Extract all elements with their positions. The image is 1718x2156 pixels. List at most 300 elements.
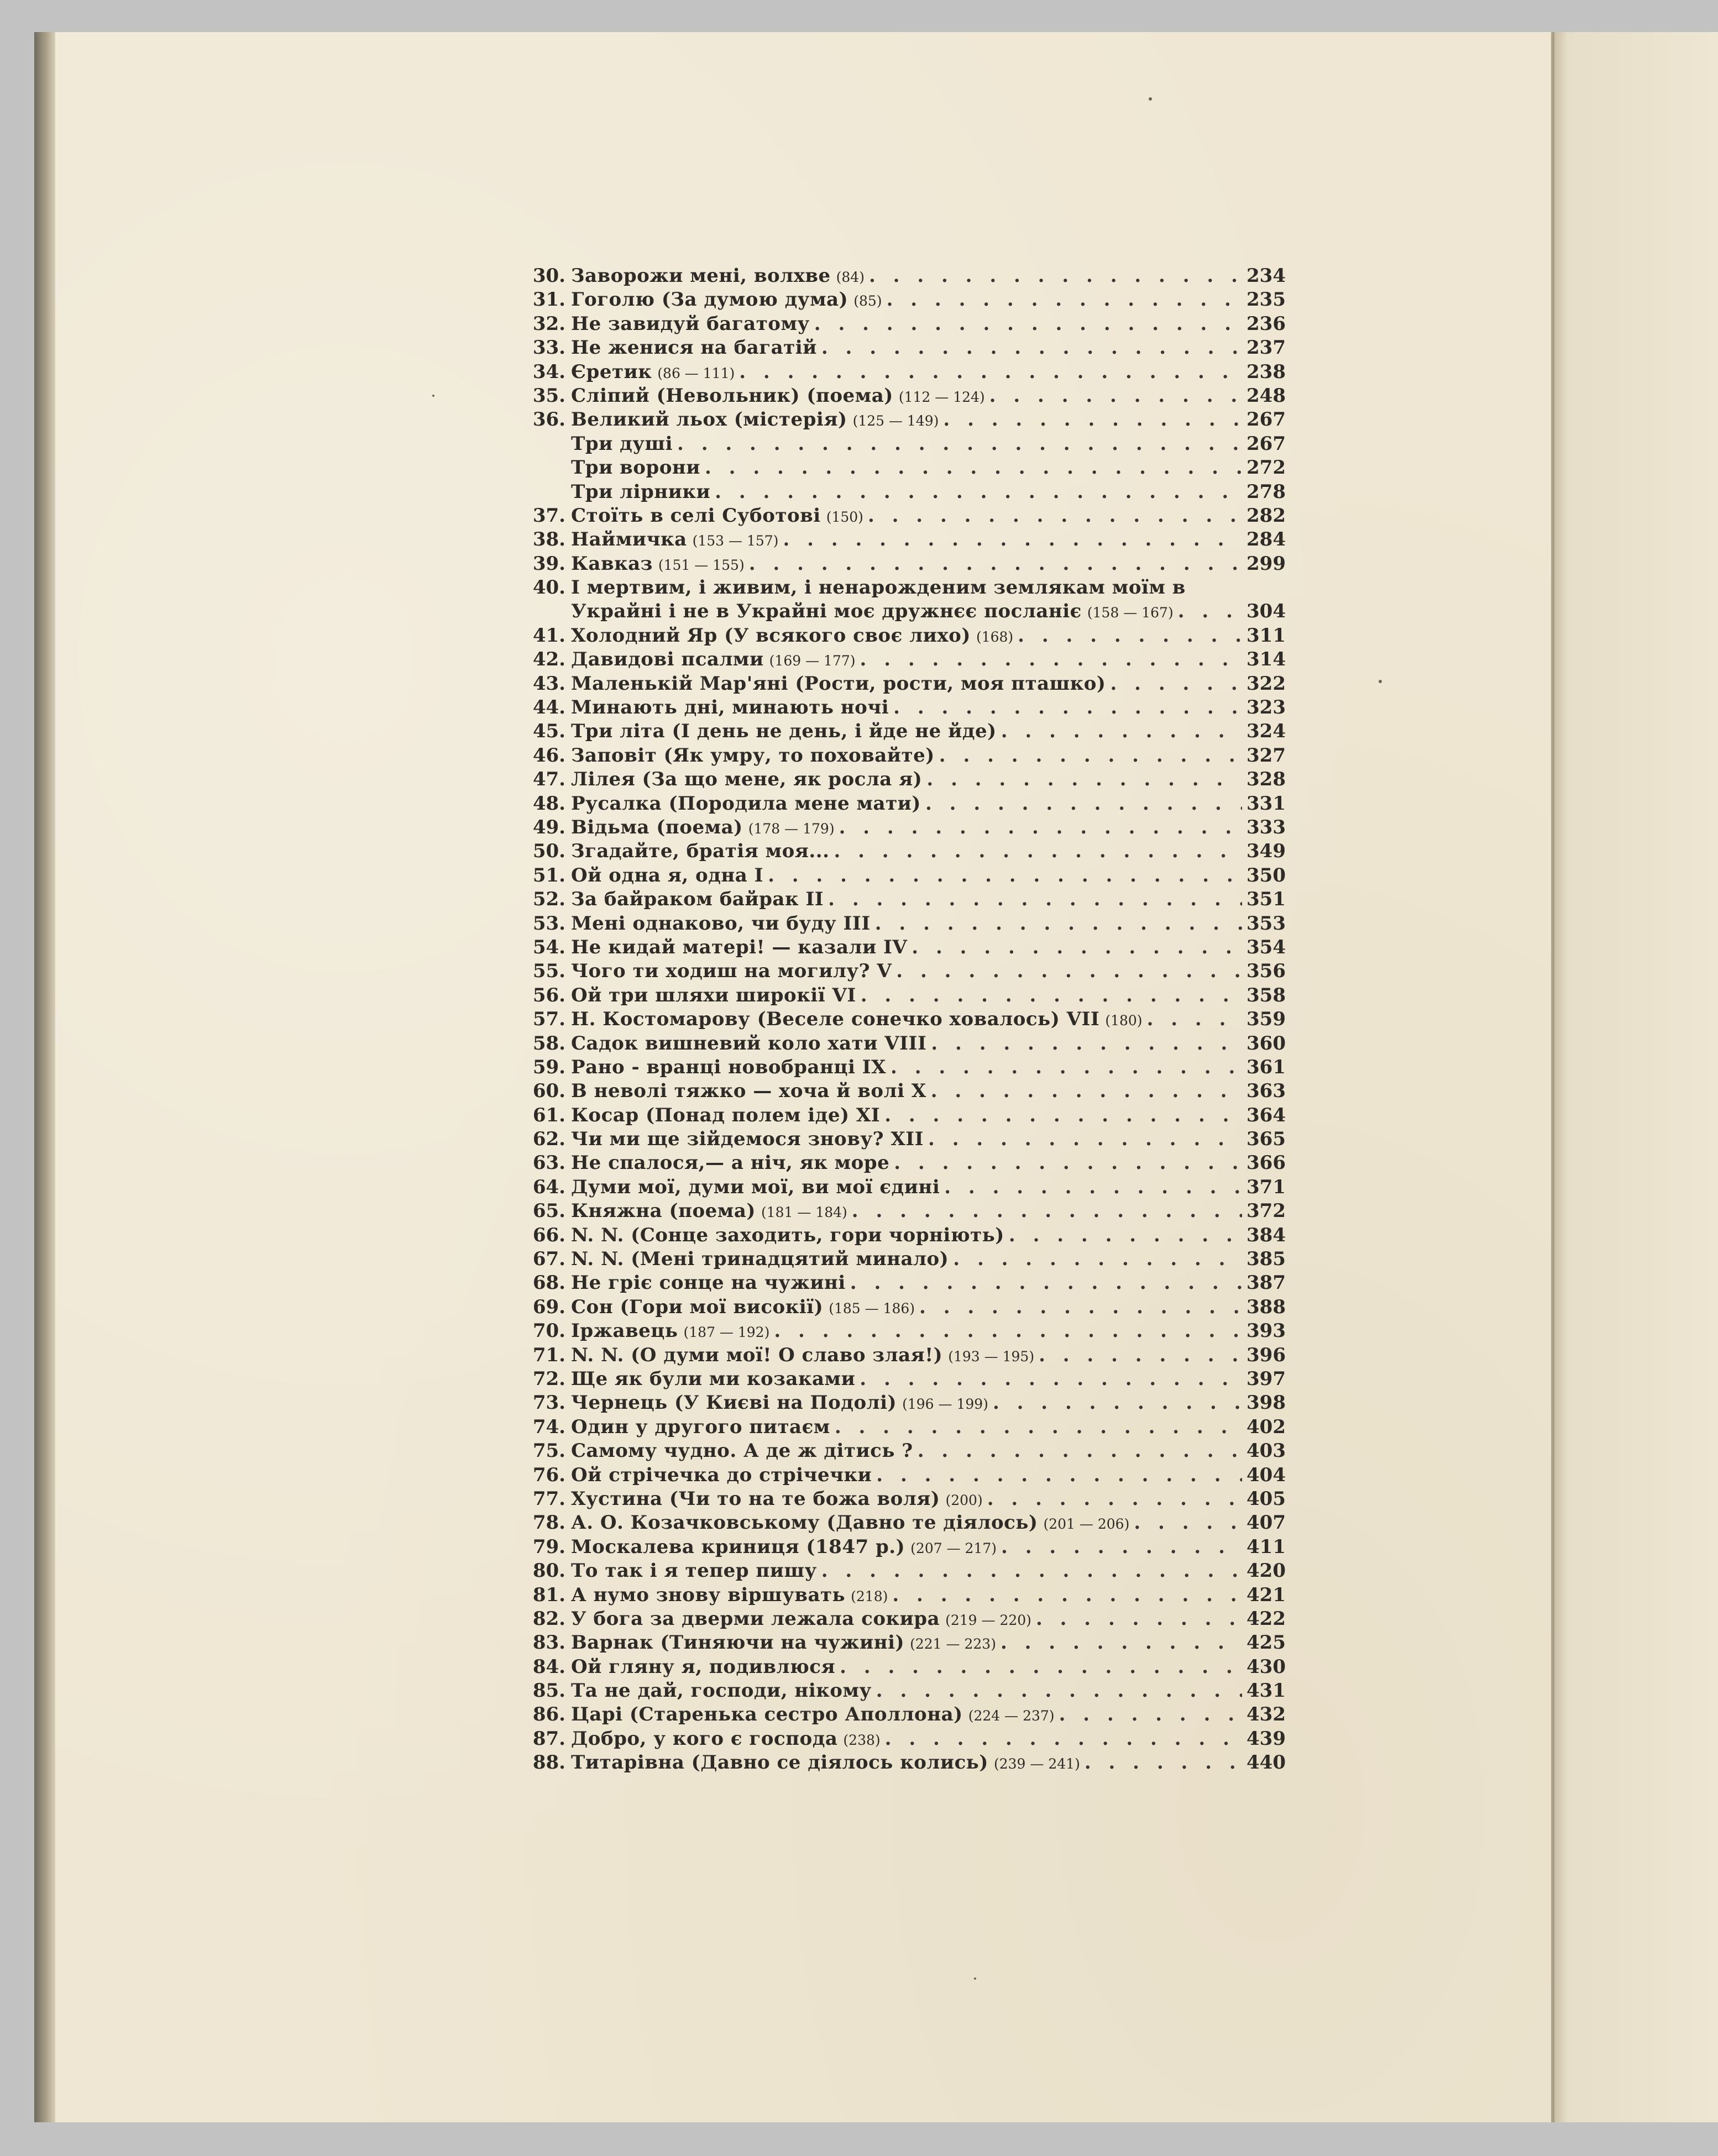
dot-leader: [912, 936, 1242, 959]
dot-leader: [869, 264, 1242, 288]
paper-speck: [1149, 97, 1152, 101]
dot-leader: [1001, 1631, 1242, 1655]
entry-number: 38.: [532, 528, 565, 551]
entry-line-2: [528, 600, 1285, 623]
entry-title: Іржавець: [571, 1320, 678, 1342]
entry-number: 65.: [532, 1200, 565, 1223]
entry-page-number: 328: [1246, 768, 1286, 791]
entry-number: 68.: [532, 1272, 565, 1294]
entry-number: 51.: [532, 864, 565, 886]
entry-title: N. N. (Сонце заходить, гори чорніють): [571, 1224, 1004, 1246]
toc-entry: [528, 1199, 1285, 1223]
entry-page-number: 282: [1246, 504, 1286, 527]
entry-page-number: 267: [1246, 432, 1286, 455]
toc-entry: [528, 1008, 1285, 1031]
entry-number: 42.: [532, 648, 565, 671]
entry-line-range: (112 — 124): [898, 389, 985, 405]
entry-number: 37.: [532, 504, 565, 527]
entry-number: 57.: [532, 1008, 565, 1031]
entry-title: Москалева криниця (1847 р.): [571, 1535, 905, 1558]
entry-title: Царі (Старенька сестро Аполлона): [571, 1703, 963, 1726]
entry-page-number: 331: [1246, 792, 1286, 815]
toc-entry: [528, 1703, 1285, 1727]
entry-number: 48.: [532, 792, 565, 815]
entry-page-number: 235: [1246, 288, 1286, 311]
dot-leader: [1001, 720, 1242, 743]
dot-leader: [894, 1151, 1242, 1175]
dot-leader: [1134, 1511, 1242, 1535]
entry-title: Садок вишневий коло хати VIII: [571, 1032, 927, 1055]
entry-number: 41.: [532, 624, 565, 647]
toc-entry: [528, 984, 1285, 1008]
entry-title: Наймичка: [571, 528, 687, 551]
entry-title: Рано - вранці новобранці IX: [571, 1056, 887, 1078]
entry-number: 83.: [532, 1632, 565, 1654]
dot-leader: [1085, 1751, 1242, 1775]
entry-page-number: 322: [1246, 672, 1286, 695]
toc-entry: [528, 1439, 1285, 1463]
dot-leader: [852, 1199, 1242, 1223]
entry-page-number: 267: [1246, 408, 1286, 431]
entry-number: 30.: [532, 265, 565, 287]
entry-number: 32.: [532, 312, 565, 335]
entry-line-range: (218): [851, 1588, 888, 1604]
dot-leader: [953, 1247, 1242, 1271]
entry-title: Маленькій Мар'яні (Рости, рости, моя пташко): [571, 672, 1106, 695]
entry-number: 87.: [532, 1727, 565, 1750]
dot-leader: [1178, 600, 1242, 623]
entry-title: Хустина (Чи то на те божа воля): [571, 1487, 940, 1510]
dot-leader: [850, 1271, 1242, 1295]
dot-leader: [928, 1127, 1242, 1151]
entry-number: 45.: [532, 720, 565, 743]
entry-page-number: 372: [1246, 1200, 1286, 1223]
entry-page-number: 420: [1246, 1560, 1286, 1582]
toc-entry: [528, 360, 1285, 384]
entry-title: Думи мої, думи мої, ви мої єдині: [571, 1176, 940, 1198]
toc-entry: [528, 432, 1285, 456]
entry-title: Заповіт (Як умру, то поховайте): [571, 744, 935, 767]
entry-number: 31.: [532, 288, 565, 311]
dot-leader: [893, 696, 1242, 720]
entry-line-range: (196 — 199): [902, 1396, 988, 1413]
entry-title: Варнак (Тиняючи на чужині): [571, 1632, 905, 1654]
entry-number: 60.: [532, 1080, 565, 1103]
entry-line-1: [528, 576, 1285, 600]
entry-title: Давидові псалми: [571, 648, 764, 671]
entry-title: N. N. (О думи мої! О славо злая!): [571, 1344, 943, 1366]
table-of-contents: [528, 264, 1285, 1775]
entry-title: За байраком байрак II: [571, 888, 824, 911]
dot-leader: [715, 480, 1242, 504]
entry-title: Три літа (І день не день, і йде не йде): [571, 720, 997, 743]
entry-title: Та не дай, господи, нікому: [571, 1680, 872, 1702]
entry-title: Ой одна я, одна I: [571, 864, 764, 886]
entry-title: Не кидай матері! — казали IV: [571, 936, 908, 958]
paper-speck: [1379, 680, 1382, 683]
entry-line-range: (239 — 241): [993, 1756, 1080, 1772]
entry-line-range: (84): [836, 269, 865, 285]
entry-page-number: 421: [1246, 1583, 1286, 1606]
entry-title: То так і я тепер пишу: [571, 1560, 817, 1582]
toc-entry: [528, 1344, 1285, 1367]
entry-page-number: 404: [1246, 1463, 1286, 1486]
entry-page-number: 358: [1246, 984, 1286, 1006]
entry-page-number: 237: [1246, 337, 1286, 359]
entry-number: 59.: [532, 1056, 565, 1078]
toc-entry: [528, 1247, 1285, 1271]
toc-entry: [528, 1679, 1285, 1703]
entry-number: 72.: [532, 1367, 565, 1390]
entry-title: Ой стрічечка до стрічечки: [571, 1463, 872, 1486]
entry-page-number: 411: [1246, 1535, 1286, 1558]
entry-number: 53.: [532, 912, 565, 935]
entry-title: Згадайте, братія моя...: [571, 840, 830, 863]
entry-title: N. N. (Мені тринадцятий минало): [571, 1248, 949, 1271]
entry-page-number: 324: [1246, 720, 1286, 743]
entry-title: Великий льох (містерія): [571, 408, 847, 431]
dot-leader: [774, 1319, 1242, 1343]
entry-number: 35.: [532, 384, 565, 407]
entry-line-range: (180): [1105, 1013, 1143, 1029]
entry-line-range: (193 — 195): [948, 1348, 1035, 1365]
toc-entry: [528, 408, 1285, 432]
toc-entry: [528, 792, 1285, 816]
entry-number: 47.: [532, 768, 565, 791]
dot-leader: [861, 984, 1242, 1008]
entry-page-number: 304: [1246, 600, 1286, 623]
toc-entry: [528, 720, 1285, 743]
entry-page-number: 397: [1246, 1367, 1286, 1390]
toc-entry: [528, 1056, 1285, 1079]
entry-number: 33.: [532, 337, 565, 359]
entry-page-number: 366: [1246, 1152, 1286, 1174]
entry-number: 74.: [532, 1415, 565, 1438]
dot-leader: [918, 1439, 1242, 1463]
paper-speck: [974, 1977, 976, 1980]
dot-leader: [1110, 672, 1242, 696]
entry-title: Сон (Гори мої високії): [571, 1295, 824, 1318]
toc-entry: [528, 528, 1285, 552]
entry-number: 69.: [532, 1295, 565, 1318]
entry-page-number: 314: [1246, 648, 1286, 671]
entry-page-number: 361: [1246, 1056, 1286, 1078]
entry-line-range: (200): [945, 1492, 983, 1508]
entry-page-number: 407: [1246, 1512, 1286, 1534]
dot-leader: [839, 816, 1242, 840]
entry-line-range: (221 — 223): [910, 1636, 996, 1653]
toc-entry: [528, 648, 1285, 672]
toc-entry: [528, 1224, 1285, 1247]
entry-line-range: (86 — 111): [657, 365, 735, 381]
toc-entry: [528, 936, 1285, 959]
entry-title: У бога за дверми лежала сокира: [571, 1607, 940, 1630]
dot-leader: [677, 432, 1242, 456]
entry-line-range: (219 — 220): [945, 1612, 1031, 1628]
entry-number: 85.: [532, 1680, 565, 1702]
entry-title: Відьма (поема): [571, 816, 743, 838]
toc-entry: [528, 1487, 1285, 1511]
dot-leader: [739, 360, 1242, 384]
dot-leader: [939, 744, 1242, 768]
entry-title: Ой три шляхи широкії VI: [571, 984, 856, 1006]
toc-entry: [528, 1607, 1285, 1631]
dot-leader: [821, 1559, 1242, 1583]
entry-page-number: 359: [1246, 1008, 1286, 1031]
entry-page-number: 363: [1246, 1080, 1286, 1103]
dot-leader: [868, 504, 1242, 528]
entry-line-range: (201 — 206): [1043, 1516, 1130, 1533]
entry-line-range: (187 — 192): [683, 1324, 770, 1341]
entry-number: 40.: [532, 576, 565, 599]
dot-leader: [993, 1391, 1242, 1415]
entry-page-number: 393: [1246, 1320, 1286, 1342]
dot-leader: [1039, 1344, 1242, 1367]
toc-entry: [528, 504, 1285, 528]
toc-entry: [528, 696, 1285, 720]
dot-leader: [705, 456, 1242, 480]
entry-number: 70.: [532, 1320, 565, 1342]
entry-number: 76.: [532, 1463, 565, 1486]
entry-page-number: 402: [1246, 1415, 1286, 1438]
dot-leader: [987, 1487, 1242, 1511]
toc-entry: [528, 1391, 1285, 1415]
entry-page-number: 364: [1246, 1104, 1286, 1126]
entry-title: Не гріє сонце на чужині: [571, 1272, 846, 1294]
entry-page-number: 439: [1246, 1727, 1286, 1750]
entry-number: 61.: [532, 1104, 565, 1126]
toc-entry: [528, 1415, 1285, 1439]
dot-leader: [1018, 624, 1242, 648]
entry-page-number: 425: [1246, 1632, 1286, 1654]
entry-page-number: 387: [1246, 1272, 1286, 1294]
dot-leader: [768, 864, 1242, 888]
entry-line-range: (85): [853, 293, 882, 310]
toc-entry: [528, 336, 1285, 360]
entry-title: Ще як були ми козаками: [571, 1367, 856, 1390]
toc-entry: [528, 456, 1285, 480]
entry-page-number: 371: [1246, 1176, 1286, 1198]
entry-title: Не женися на багатій: [571, 337, 817, 359]
entry-title: Сліпий (Невольник) (поема): [571, 384, 893, 407]
entry-title: Не завидуй багатому: [571, 312, 810, 335]
entry-number: 34.: [532, 360, 565, 383]
entry-number: 79.: [532, 1535, 565, 1558]
toc-entry: [528, 1583, 1285, 1607]
entry-title: А нумо знову віршувать: [571, 1583, 846, 1606]
entry-number: 86.: [532, 1703, 565, 1726]
dot-leader: [1036, 1607, 1242, 1631]
entry-page-number: 432: [1246, 1703, 1286, 1726]
entry-number: 52.: [532, 888, 565, 911]
entry-number: 58.: [532, 1032, 565, 1055]
dot-leader: [840, 1655, 1242, 1679]
entry-number: 75.: [532, 1440, 565, 1462]
toc-entry: [528, 1176, 1285, 1199]
entry-page-number: 353: [1246, 912, 1286, 935]
entry-line-range: (158 — 167): [1087, 605, 1174, 621]
entry-page-number: 384: [1246, 1224, 1286, 1246]
entry-title: Добро, у кого є господа: [571, 1727, 838, 1750]
entry-page-number: 323: [1246, 696, 1286, 719]
entry-page-number: 385: [1246, 1248, 1286, 1271]
dot-leader: [919, 1295, 1242, 1319]
entry-page-number: 431: [1246, 1680, 1286, 1702]
entry-title: Чи ми ще зійдемося знову? XII: [571, 1128, 924, 1151]
entry-number: 77.: [532, 1487, 565, 1510]
entry-title: В неволі тяжко — хоча й волі X: [571, 1080, 926, 1103]
entry-number: 50.: [532, 840, 565, 863]
toc-entry: [528, 840, 1285, 863]
dot-leader: [925, 792, 1242, 816]
toc-entry: [528, 312, 1285, 336]
dot-leader: [1147, 1008, 1242, 1031]
entry-line-range: (151 — 155): [658, 557, 745, 573]
entry-title: Єретик: [571, 360, 652, 383]
entry-number: 55.: [532, 960, 565, 983]
toc-entry: [528, 1032, 1285, 1056]
entry-page-number: 272: [1246, 457, 1286, 479]
entry-number: 66.: [532, 1224, 565, 1246]
entry-line-range: (181 — 184): [761, 1204, 847, 1221]
toc-entry: [528, 264, 1285, 288]
entry-number: 67.: [532, 1248, 565, 1271]
entry-page-number: 333: [1246, 816, 1286, 838]
entry-number: 71.: [532, 1344, 565, 1366]
toc-entry: [528, 1127, 1285, 1151]
toc-entry: [528, 888, 1285, 911]
entry-number: 56.: [532, 984, 565, 1006]
toc-entry: [528, 959, 1285, 983]
entry-number: 63.: [532, 1152, 565, 1174]
toc-entry: [528, 1655, 1285, 1679]
toc-entry: [528, 816, 1285, 840]
entry-page-number: 354: [1246, 936, 1286, 958]
toc-entry-multiline: [528, 576, 1285, 624]
entry-page-number: 360: [1246, 1032, 1286, 1055]
entry-title: І мертвим, і живим, і ненарожденим землякам моїм в: [571, 576, 1186, 599]
dot-leader: [875, 912, 1242, 936]
entry-number: 46.: [532, 744, 565, 767]
entry-page-number: 422: [1246, 1607, 1286, 1630]
entry-title: Один у другого питаєм: [571, 1415, 830, 1438]
toc-entry: [528, 864, 1285, 888]
entry-number: 88.: [532, 1751, 565, 1774]
dot-leader: [876, 1679, 1242, 1703]
entry-page-number: 388: [1246, 1295, 1286, 1318]
entry-number: 44.: [532, 696, 565, 719]
toc-entry: [528, 1559, 1285, 1583]
dot-leader: [835, 1415, 1242, 1439]
entry-number: 49.: [532, 816, 565, 838]
entry-page-number: 299: [1246, 552, 1286, 575]
toc-entry: [528, 1319, 1285, 1343]
dot-leader: [926, 768, 1242, 791]
dot-leader: [876, 1463, 1242, 1487]
toc-entry: [528, 1511, 1285, 1535]
entry-page-number: 234: [1246, 265, 1286, 287]
entry-number: 54.: [532, 936, 565, 958]
toc-entry: [528, 1727, 1285, 1751]
facing-page: [1554, 32, 1718, 2122]
dot-leader: [834, 840, 1242, 863]
entry-title-continued: Украйні і не в Украйні моє дружнєє посланіє: [571, 600, 1082, 623]
entry-title: Княжна (поема): [571, 1200, 756, 1223]
entry-title: Русалка (Породила мене мати): [571, 792, 921, 815]
entry-title: Чернець (У Києві на Подолі): [571, 1392, 897, 1414]
dot-leader: [891, 1056, 1242, 1079]
paper-speck: [432, 395, 434, 397]
entry-title: Чого ти ходиш на могилу? V: [571, 960, 892, 983]
dot-leader: [1001, 1535, 1242, 1559]
entry-page-number: 403: [1246, 1440, 1286, 1462]
entry-number: 39.: [532, 552, 565, 575]
entry-title: Минають дні, минають ночі: [571, 696, 889, 719]
entry-line-range: (224 — 237): [968, 1708, 1055, 1724]
dot-leader: [892, 1583, 1242, 1607]
toc-entry: [528, 1535, 1285, 1559]
entry-number: 82.: [532, 1607, 565, 1630]
entry-title: Три лірники: [571, 480, 711, 503]
entry-page-number: 248: [1246, 384, 1286, 407]
entry-title: Н. Костомарову (Веселе сонечко ховалось) VII: [571, 1008, 1100, 1031]
toc-entry: [528, 672, 1285, 696]
toc-entry: [528, 1295, 1285, 1319]
toc-entry: [528, 624, 1285, 648]
entry-title: Не спалося,— а ніч, як море: [571, 1152, 890, 1174]
toc-entry: [528, 1367, 1285, 1391]
dot-leader: [943, 408, 1242, 432]
entry-page-number: 238: [1246, 360, 1286, 383]
entry-number: 36.: [532, 408, 565, 431]
entry-page-number: 365: [1246, 1128, 1286, 1151]
entry-page-number: 356: [1246, 960, 1286, 983]
binding-edge: [34, 32, 55, 2122]
entry-line-range: (169 — 177): [769, 653, 856, 669]
toc-entry: [528, 1463, 1285, 1487]
entry-number: 64.: [532, 1176, 565, 1198]
entry-line-range: (150): [826, 508, 863, 525]
entry-title: Лілея (За що мене, як росла я): [571, 768, 923, 791]
entry-page-number: 349: [1246, 840, 1286, 863]
entry-title: Кавказ: [571, 552, 653, 575]
entry-number: 62.: [532, 1128, 565, 1151]
dot-leader: [749, 552, 1242, 576]
entry-title: Стоїть в селі Суботові: [571, 504, 821, 527]
toc-entry: [528, 1631, 1285, 1655]
dot-leader: [989, 384, 1242, 408]
entry-number: 43.: [532, 672, 565, 695]
toc-entry: [528, 552, 1285, 576]
entry-number: 80.: [532, 1560, 565, 1582]
entry-page-number: 278: [1246, 480, 1286, 503]
entry-line-range: (238): [843, 1732, 881, 1748]
toc-entry: [528, 1104, 1285, 1127]
entry-page-number: 405: [1246, 1487, 1286, 1510]
entry-title: Три ворони: [571, 457, 700, 479]
entry-title: Мені однаково, чи буду III: [571, 912, 871, 935]
dot-leader: [884, 1104, 1242, 1127]
entry-title: Заворожи мені, волхве: [571, 265, 831, 287]
toc-entry: [528, 1151, 1285, 1175]
toc-entry: [528, 912, 1285, 936]
entry-title: Косар (Понад полем іде) XI: [571, 1104, 881, 1126]
entry-page-number: 351: [1246, 888, 1286, 911]
dot-leader: [1059, 1703, 1242, 1727]
entry-title: Холодний Яр (У всякого своє лихо): [571, 624, 971, 647]
dot-leader: [860, 1367, 1242, 1391]
entry-page-number: 396: [1246, 1344, 1286, 1366]
